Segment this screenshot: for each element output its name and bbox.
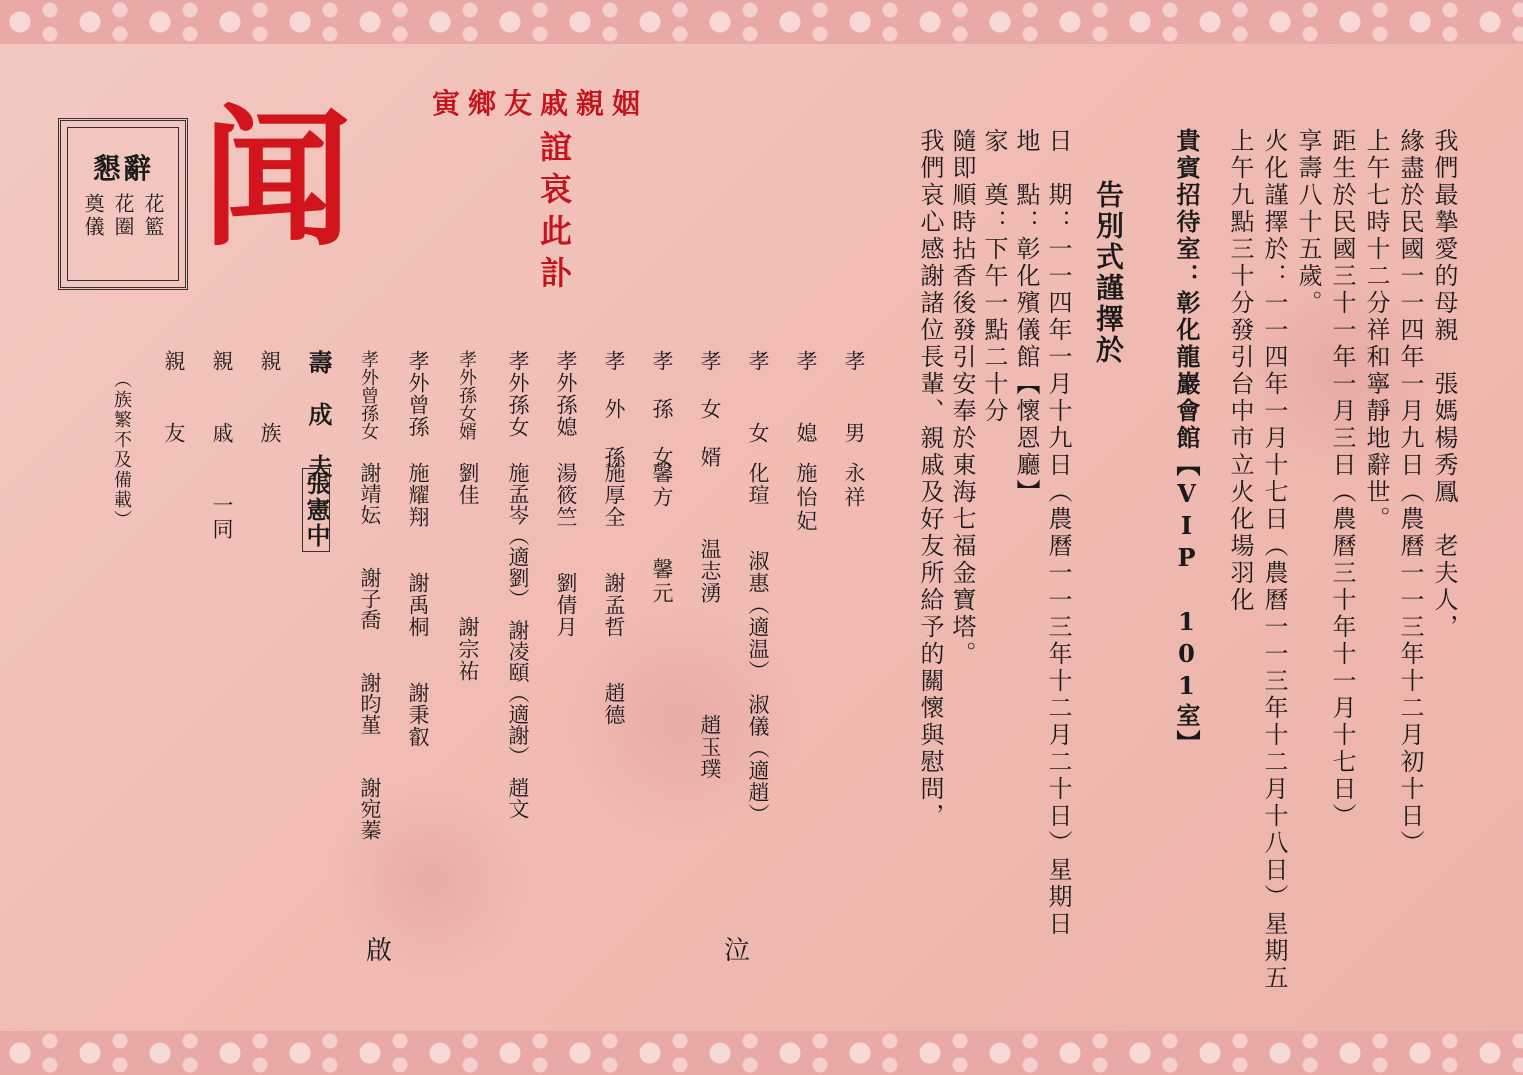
ceremony-title: 告別式謹擇於 <box>1092 180 1125 366</box>
family-granddaughter-role: 孝 孫 女 <box>650 350 674 470</box>
family-grandson-names: 施厚全 謝孟哲 趙德 <box>602 462 626 726</box>
family-granddaughter-out-role: 孝外孫女 <box>506 350 530 438</box>
sub-heading: 誼哀此訃 <box>535 130 573 298</box>
husband-label: 壽 成 夫 <box>304 350 333 480</box>
family-son-names: 永祥 <box>842 462 866 510</box>
body-line-2: 緣盡於民國一一四年一月九日（農曆一一三年十二月初十日） <box>1396 128 1424 857</box>
thanks-text: 我們哀心感謝諸位長輩、親戚及好友所給予的關懷與慰問， <box>916 128 944 830</box>
family-son-role: 孝 男 <box>842 350 866 446</box>
family-daughter-names: 化瑄 淑惠（適温） 淑儀（適趙） <box>746 462 770 826</box>
family-granddaughter-husband-names: 劉佳 謝宗祐 <box>456 462 480 682</box>
family-granddaughter-husband-role: 孝外孫女婿 <box>456 350 477 440</box>
not-listed-note: （族繁不及備載） <box>111 370 132 530</box>
seal-col-1: 花籃 <box>141 193 165 239</box>
body-line-5: 享壽八十五歲。 <box>1294 128 1322 317</box>
reception-room: 貴賓招待室：彰化龍巖會館【VIP 101室】 <box>1172 128 1201 757</box>
family-great-granddaughter-role: 孝外曾孫女 <box>358 350 379 440</box>
relatives-line: 親 戚 一同 <box>210 350 234 542</box>
procession-text: 隨即順時拈香後發引安奉於東海七福金寶塔。 <box>948 128 976 668</box>
decline-gifts-seal <box>58 118 188 290</box>
family-rite-time: 家 奠：下午一點二十分 <box>980 128 1008 425</box>
ceremony-place: 地 點：彰化殯儀館【懷恩廳】 <box>1012 128 1040 506</box>
family-grandson-role: 孝 外 孫 <box>602 350 626 470</box>
body-line-6: 火化謹擇於：一一四年一月十七日（農曆一一三年十二月十八日）星期五 <box>1260 128 1288 992</box>
family-granddaughter-names: 馨方 馨元 <box>650 462 674 606</box>
seal-title: 懇辭 <box>92 152 153 185</box>
body-line-4: 距生於民國三十一年一月三日（農曆三十年十一月十七日） <box>1328 128 1356 830</box>
husband-name: 張憲中 <box>302 468 330 552</box>
family-son-in-law-role: 孝 女 婿 <box>698 350 722 470</box>
seal-col-3: 奠儀 <box>81 193 105 239</box>
clan-line: 親 族 <box>258 350 282 446</box>
family-great-grandson-role: 孝外曾孫 <box>406 350 430 438</box>
family-granddaughter-out-names: 施孟岑（適劉） 謝凌頤（適謝） 趙文 <box>506 462 530 819</box>
family-daughter-role: 孝 女 <box>746 350 770 446</box>
seal-col-2: 花圈 <box>111 193 135 239</box>
family-daughter-in-law-names: 施怡妃 <box>794 462 818 534</box>
announce-word: 啟 <box>366 936 393 966</box>
weep-word: 泣 <box>724 936 751 966</box>
body-line-1: 我們最摯愛的母親 張媽楊秀鳳 老夫人， <box>1430 128 1458 641</box>
family-daughter-in-law-role: 孝 媳 <box>794 350 818 446</box>
friends-line: 親 友 <box>162 350 186 446</box>
body-line-3: 上午七時十二分祥和寧靜地辭世。 <box>1362 128 1390 533</box>
body-line-7: 上午九點三十分發引台中市立火化場羽化 <box>1226 128 1254 614</box>
family-great-granddaughter-names: 謝靖妘 謝子喬 謝昀堇 謝宛蓁 <box>358 462 382 840</box>
family-grandson-wife-names: 湯筱竺 劉倩月 <box>554 462 578 638</box>
family-grandson-wife-role: 孝外孫媳 <box>554 350 578 438</box>
ceremony-date: 日 期：一一四年一月十九日（農曆一一三年十二月二十日）星期日 <box>1044 128 1072 938</box>
top-lace-border <box>0 0 1523 44</box>
family-great-grandson-names: 施耀翔 謝禹桐 謝秉叡 <box>406 462 430 748</box>
obituary-character: 闻 <box>202 91 353 267</box>
relations-heading: 寅鄉友戚親姻 <box>432 87 649 120</box>
family-son-in-law-names: 温志湧 趙玉璞 <box>698 538 722 780</box>
bottom-lace-border <box>0 1031 1523 1075</box>
